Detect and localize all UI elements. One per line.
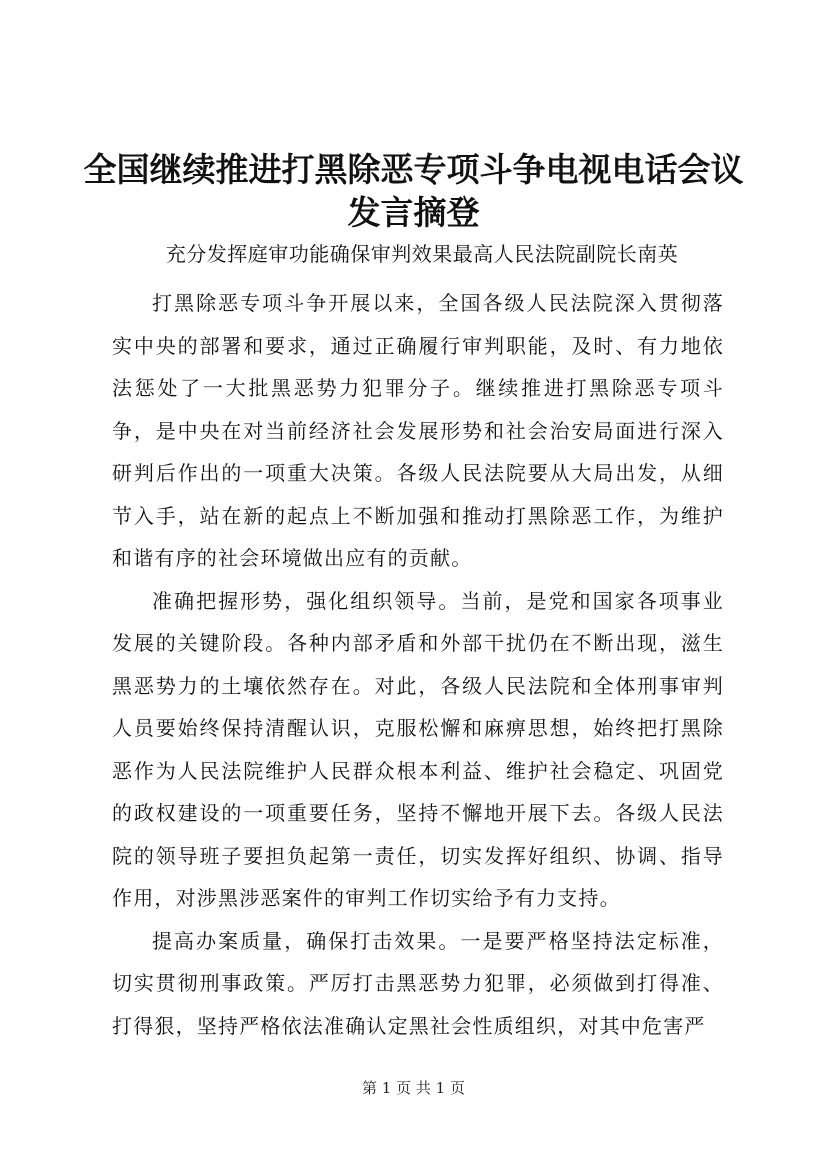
document-title-line-1: 全国继续推进打黑除恶专项斗争电视电话会议 bbox=[83, 150, 744, 189]
page-number-footer: 第 1 页 共 1 页 bbox=[362, 1079, 465, 1097]
document-subtitle: 充分发挥庭审功能确保审判效果最高人民法院副院长南英 bbox=[165, 242, 679, 266]
document-title-line-2: 发言摘登 bbox=[347, 193, 480, 232]
paragraph: 提高办案质量，确保打击效果。一是要严格坚持法定标准，切实贯彻刑事政策。严厉打击黑恶势力犯罪，必须做到打得准、打得狠，坚持严格依法准确认定黑社会性质组织，对其中危害严 bbox=[112, 928, 724, 1038]
paragraph: 打黑除恶专项斗争开展以来，全国各级人民法院深入贯彻落实中央的部署和要求，通过正确履行审判职能，及时、有力地依法惩处了一大批黑恶势力犯罪分子。继续推进打黑除恶专项斗争，是中央在对当前经济社会发展形势和社会治安局面进行深入研判后作出的一项重大决策。各级人民法院要从大局出发，从细节入手，站在新的起点上不断加强和推动打黑除恶工作，为维护和谐有序的社会环境做出应有的贡献。 bbox=[112, 291, 724, 570]
paragraph: 准确把握形势，强化组织领导。当前，是党和国家各项事业发展的关键阶段。各种内部矛盾和外部干扰仍在不断出现，滋生黑恶势力的土壤依然存在。对此，各级人民法院和全体刑事审判人员要始终保持清醒认识，克服松懈和麻痹思想，始终把打黑除恶作为人民法院维护人民群众根本利益、维护社会稳定、巩固党的政权建设的一项重要任务，坚持不懈地开展下去。各级人民法院的领导班子要担负起第一责任，切实发挥好组织、协调、指导作用，对涉黑涉恶案件的审判工作切实给予有力支持。 bbox=[112, 588, 724, 910]
document-body bbox=[112, 282, 724, 1047]
